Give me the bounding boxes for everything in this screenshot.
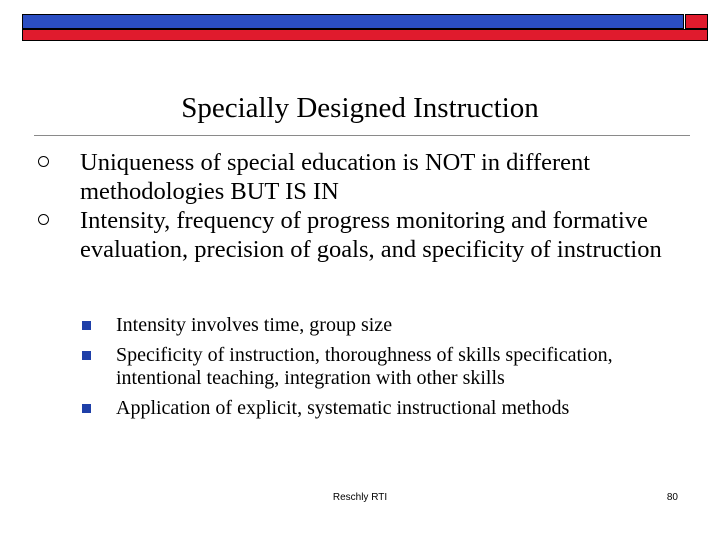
sub-bullet-text: Specificity of instruction, thoroughness of skills specification, intentional teaching, integration with other skills [116,343,613,389]
footer-text: Reschly RTI [332,492,388,503]
sub-bullet-text: Application of explicit, systematic instructional methods [116,396,570,419]
sub-bullet-2 [82,344,682,391]
main-bullet-list [38,148,678,264]
header-bar-red [22,29,708,41]
page-number: 80 [666,492,678,503]
square-bullet-icon [82,321,91,330]
header-bar-blue [22,14,684,29]
main-bullet-text: Intensity, frequency of progress monitoring and formative evaluation, precision of goals, and specificity of instruction [80,207,662,263]
hollow-circle-bullet-icon [38,156,49,167]
main-bullet-1 [38,148,678,206]
header-corner-red [685,14,708,29]
square-bullet-icon [82,404,91,413]
title-divider [34,135,690,136]
slide-title: Specially Designed Instruction [181,92,539,124]
hollow-circle-bullet-icon [38,214,49,225]
main-bullet-text: Uniqueness of special education is NOT in different methodologies BUT IS IN [80,149,591,205]
main-bullet-2 [38,206,678,264]
square-bullet-icon [82,351,91,360]
sub-bullet-text: Intensity involves time, group size [116,314,393,336]
sub-bullet-3 [82,397,682,421]
sub-bullet-1 [82,314,682,338]
sub-bullet-list [82,314,682,426]
